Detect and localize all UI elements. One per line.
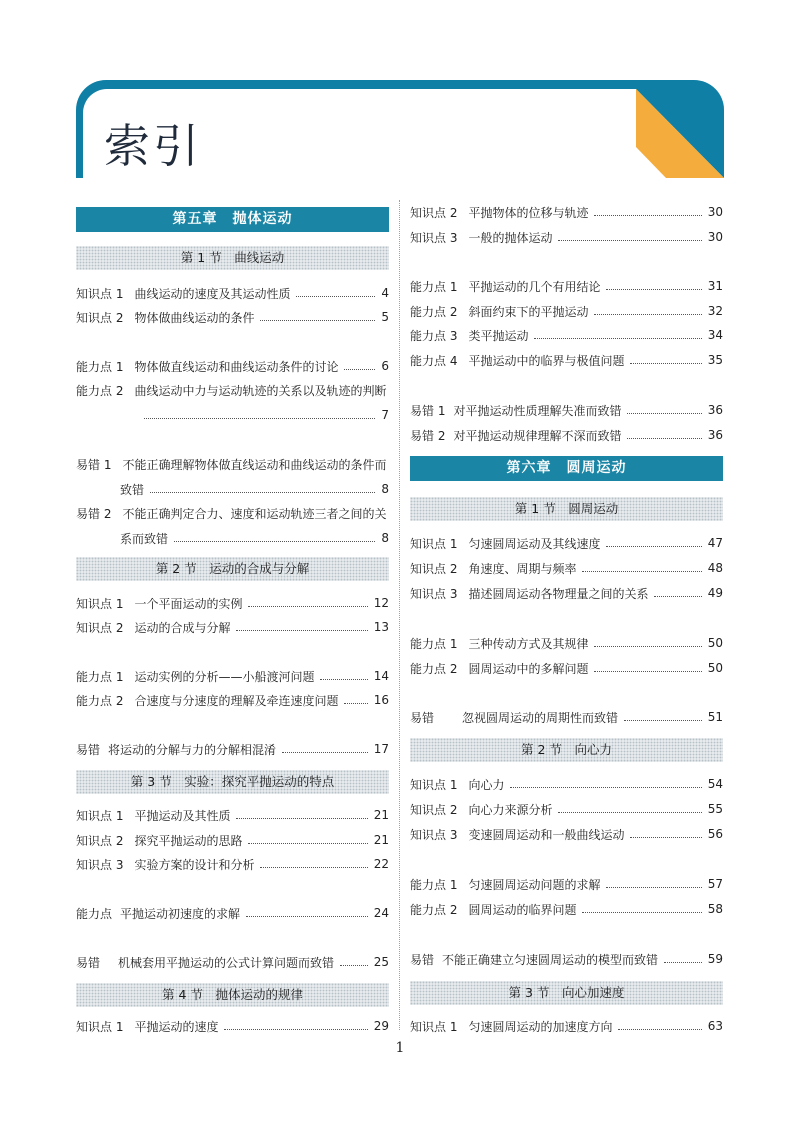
- page-title: 索引: [104, 119, 202, 173]
- leader-dots: [627, 413, 701, 414]
- leader-dots: [627, 438, 701, 439]
- entry-page: 58: [707, 902, 723, 916]
- leader-dots: [282, 752, 368, 753]
- entry-title: 运动实例的分析——小船渡河问题: [134, 669, 315, 684]
- entry-title: 角速度、周期与频率: [468, 561, 577, 576]
- toc-entry[interactable]: [410, 559, 723, 577]
- entry-page: 47: [707, 536, 723, 550]
- entry-page: 22: [373, 857, 389, 871]
- entry-page: 30: [707, 230, 723, 244]
- entry-label: 知识点 2: [410, 802, 458, 817]
- entry-label: 能力点 1: [76, 359, 124, 374]
- entry-page: 25: [373, 955, 389, 969]
- toc-entry[interactable]: [410, 775, 723, 793]
- entry-label: 能力点 2: [410, 661, 458, 676]
- entry-title: 平抛运动初速度的求解: [120, 906, 241, 921]
- toc-entry[interactable]: [410, 534, 723, 552]
- entry-title: 圆周运动的临界问题: [468, 902, 577, 917]
- page-number: 1: [395, 1040, 405, 1056]
- entry-title: 平抛物体的位移与轨迹: [468, 205, 589, 220]
- entry-title: 忽视圆周运动的周期性而致错: [462, 710, 619, 725]
- toc-entry[interactable]: [410, 426, 723, 444]
- entry-title: 对平抛运动规律理解不深而致错: [453, 428, 622, 443]
- entry-label: 能力点: [76, 906, 113, 921]
- toc-entry[interactable]: [410, 800, 723, 818]
- leader-dots: [320, 679, 367, 680]
- leader-dots: [236, 818, 367, 819]
- entry-label: 知识点 3: [410, 586, 458, 601]
- leader-dots: [144, 418, 375, 419]
- entry-label: 易错 2: [410, 428, 446, 443]
- entry-page: 14: [373, 669, 389, 683]
- leader-dots: [534, 338, 701, 339]
- toc-entry[interactable]: [76, 618, 389, 636]
- entry-label: 能力点 4: [410, 353, 458, 368]
- leader-dots: [248, 606, 367, 607]
- section-heading[interactable]: 第 2 节 向心力: [410, 738, 723, 762]
- leader-dots: [582, 571, 701, 572]
- toc-entry[interactable]: [76, 381, 389, 424]
- toc-entry[interactable]: [410, 203, 723, 221]
- section-heading[interactable]: 第 1 节 圆周运动: [410, 497, 723, 521]
- entry-title-continued: 致错: [120, 482, 145, 497]
- column-divider: [399, 200, 400, 1030]
- entry-title: 不能正确建立匀速圆周运动的模型而致错: [442, 952, 659, 967]
- leader-dots: [606, 546, 701, 547]
- entry-page: 6: [381, 359, 389, 373]
- entry-label: 知识点 3: [76, 857, 124, 872]
- entry-page: 51: [707, 710, 723, 724]
- entry-title: 合速度与分速度的理解及牵连速度问题: [134, 693, 339, 708]
- entry-label: 知识点 1: [410, 777, 458, 792]
- entry-label: 知识点 1: [76, 596, 124, 611]
- entry-label: 能力点 1: [410, 279, 458, 294]
- entry-title: 三种传动方式及其规律: [468, 636, 589, 651]
- entry-label: 知识点 1: [410, 536, 458, 551]
- toc-entry[interactable]: [76, 740, 389, 758]
- entry-page: 17: [373, 742, 389, 756]
- leader-dots: [582, 912, 701, 913]
- entry-title: 平抛运动的速度: [134, 1019, 219, 1034]
- entry-label: 易错 1: [410, 403, 446, 418]
- entry-title-continued: 系而致错: [120, 531, 169, 546]
- leader-dots: [606, 289, 701, 290]
- entry-title: 向心力: [468, 777, 505, 792]
- entry-page: 21: [373, 833, 389, 847]
- entry-label: 能力点 2: [410, 304, 458, 319]
- entry-title: 机械套用平抛运动的公式计算问题而致错: [118, 955, 335, 970]
- entry-title: 将运动的分解与力的分解相混淆: [108, 742, 277, 757]
- entry-title: 不能正确理解物体做直线运动和曲线运动的条件而: [122, 457, 387, 472]
- toc-entry[interactable]: [76, 357, 389, 375]
- entry-page: 34: [707, 328, 723, 342]
- entry-label: 易错: [76, 742, 101, 757]
- leader-dots: [618, 1029, 701, 1030]
- toc-entry[interactable]: [410, 228, 723, 246]
- toc-entry[interactable]: [76, 953, 389, 971]
- toc-entry[interactable]: [76, 504, 389, 547]
- entry-page: 21: [373, 808, 389, 822]
- entry-page: 55: [707, 802, 723, 816]
- entry-title: 平抛运动及其性质: [134, 808, 231, 823]
- entry-page: 54: [707, 777, 723, 791]
- entry-page: 4: [381, 286, 389, 300]
- chapter-heading[interactable]: 第五章 抛体运动: [76, 207, 389, 232]
- entry-page: 36: [707, 403, 723, 417]
- toc-entry[interactable]: [410, 584, 723, 602]
- entry-label: 能力点 1: [410, 636, 458, 651]
- entry-title: 类平抛运动: [468, 328, 529, 343]
- leader-dots: [594, 671, 701, 672]
- leader-dots: [664, 962, 702, 963]
- entry-label: 能力点 2: [410, 902, 458, 917]
- entry-label: 易错 2: [76, 506, 112, 521]
- toc-entry[interactable]: [410, 401, 723, 419]
- entry-label: 知识点 1: [76, 286, 124, 301]
- entry-label: 知识点 2: [410, 561, 458, 576]
- section-heading[interactable]: 第 2 节 运动的合成与分解: [76, 557, 389, 581]
- entry-label: 易错 1: [76, 457, 112, 472]
- toc-entry[interactable]: [410, 277, 723, 295]
- leader-dots: [594, 646, 701, 647]
- entry-page: 56: [707, 827, 723, 841]
- entry-page: 59: [707, 952, 723, 966]
- toc-entry[interactable]: [76, 831, 389, 849]
- entry-label: 知识点 2: [76, 833, 124, 848]
- entry-page: 35: [707, 353, 723, 367]
- entry-label: 能力点 1: [76, 669, 124, 684]
- entry-label: 能力点 1: [410, 877, 458, 892]
- entry-title: 曲线运动中力与运动轨迹的关系以及轨迹的判断: [134, 383, 387, 398]
- entry-label: 易错: [76, 955, 101, 970]
- entry-page: 8: [381, 531, 389, 545]
- toc-entry[interactable]: [76, 667, 389, 685]
- leader-dots: [624, 720, 702, 721]
- entry-title: 运动的合成与分解: [134, 620, 231, 635]
- entry-page: 49: [707, 586, 723, 600]
- entry-page: 50: [707, 661, 723, 675]
- toc-entry[interactable]: [410, 659, 723, 677]
- toc-entry[interactable]: [76, 855, 389, 873]
- entry-title: 不能正确判定合力、速度和运动轨迹三者之间的关: [122, 506, 387, 521]
- chapter-heading[interactable]: 第六章 圆周运动: [410, 456, 723, 481]
- entry-label: 知识点 2: [410, 205, 458, 220]
- entry-page: 63: [707, 1019, 723, 1033]
- entry-title: 圆周运动中的多解问题: [468, 661, 589, 676]
- entry-label: 易错: [410, 952, 435, 967]
- entry-title: 平抛运动的几个有用结论: [468, 279, 601, 294]
- leader-dots: [558, 812, 701, 813]
- toc-entry[interactable]: [410, 950, 723, 968]
- section-heading[interactable]: 第 1 节 曲线运动: [76, 246, 389, 270]
- entry-page: 13: [373, 620, 389, 634]
- entry-page: 5: [381, 310, 389, 324]
- entry-label: 知识点 1: [410, 1019, 458, 1034]
- entry-label: 知识点 2: [76, 310, 124, 325]
- toc-entry[interactable]: [76, 806, 389, 824]
- toc-entry[interactable]: [76, 284, 389, 302]
- toc-entry[interactable]: [410, 825, 723, 843]
- entry-label: 知识点 1: [76, 808, 124, 823]
- entry-page: 30: [707, 205, 723, 219]
- section-heading[interactable]: 第 4 节 抛体运动的规律: [76, 983, 389, 1007]
- entry-title: 变速圆周运动和一般曲线运动: [468, 827, 625, 842]
- leader-dots: [260, 320, 375, 321]
- leader-dots: [224, 1029, 367, 1030]
- entry-title: 一个平面运动的实例: [134, 596, 243, 611]
- entry-title: 匀速圆周运动的加速度方向: [468, 1019, 613, 1034]
- entry-title: 物体做曲线运动的条件: [134, 310, 255, 325]
- entry-title: 一般的抛体运动: [468, 230, 553, 245]
- toc-entry[interactable]: [76, 308, 389, 326]
- entry-label: 能力点 3: [410, 328, 458, 343]
- toc-entry[interactable]: [76, 1017, 389, 1035]
- entry-label: 知识点 1: [76, 1019, 124, 1034]
- entry-label: 知识点 3: [410, 230, 458, 245]
- entry-title: 向心力来源分析: [468, 802, 553, 817]
- entry-label: 易错: [410, 710, 435, 725]
- toc-entry[interactable]: [410, 1017, 723, 1035]
- leader-dots: [340, 965, 368, 966]
- entry-page: 8: [381, 482, 389, 496]
- leader-dots: [630, 363, 701, 364]
- toc-entry[interactable]: [76, 904, 389, 922]
- entry-page: 48: [707, 561, 723, 575]
- entry-page: 31: [707, 279, 723, 293]
- toc-entry[interactable]: [410, 900, 723, 918]
- entry-title: 探究平抛运动的思路: [134, 833, 243, 848]
- leader-dots: [344, 703, 367, 704]
- leader-dots: [594, 314, 701, 315]
- leader-dots: [246, 916, 368, 917]
- section-heading[interactable]: 第 3 节 向心加速度: [410, 981, 723, 1005]
- entry-page: 12: [373, 596, 389, 610]
- entry-label: 知识点 2: [76, 620, 124, 635]
- leader-dots: [150, 492, 375, 493]
- leader-dots: [654, 596, 701, 597]
- toc-entry[interactable]: [410, 351, 723, 369]
- toc-entry[interactable]: [410, 875, 723, 893]
- entry-label: 能力点 2: [76, 383, 124, 398]
- entry-label: 知识点 3: [410, 827, 458, 842]
- leader-dots: [558, 240, 701, 241]
- entry-title: 对平抛运动性质理解失准而致错: [453, 403, 622, 418]
- toc-entry[interactable]: [76, 594, 389, 612]
- leader-dots: [630, 837, 701, 838]
- entry-page: 32: [707, 304, 723, 318]
- entry-page: 36: [707, 428, 723, 442]
- toc-entry[interactable]: [76, 455, 389, 498]
- entry-title: 实验方案的设计和分析: [134, 857, 255, 872]
- entry-title: 匀速圆周运动问题的求解: [468, 877, 601, 892]
- entry-page: 16: [373, 693, 389, 707]
- leader-dots: [510, 787, 701, 788]
- leader-dots: [344, 369, 375, 370]
- leader-dots: [260, 867, 367, 868]
- header-corner-decoration: [636, 89, 724, 178]
- entry-page: 24: [373, 906, 389, 920]
- toc-entry[interactable]: [410, 634, 723, 652]
- entry-title: 描述圆周运动各物理量之间的关系: [468, 586, 649, 601]
- toc-entry[interactable]: [410, 302, 723, 320]
- leader-dots: [606, 887, 701, 888]
- leader-dots: [594, 215, 701, 216]
- entry-title: 斜面约束下的平抛运动: [468, 304, 589, 319]
- entry-title: 匀速圆周运动及其线速度: [468, 536, 601, 551]
- leader-dots: [174, 541, 375, 542]
- leader-dots: [296, 296, 375, 297]
- entry-label: 能力点 2: [76, 693, 124, 708]
- entry-page: 7: [381, 408, 389, 422]
- entry-page: 29: [373, 1019, 389, 1033]
- entry-title: 曲线运动的速度及其运动性质: [134, 286, 291, 301]
- toc-entry[interactable]: [76, 691, 389, 709]
- section-heading[interactable]: 第 3 节 实验：探究平抛运动的特点: [76, 770, 389, 794]
- toc-entry[interactable]: [410, 326, 723, 344]
- toc-entry[interactable]: [410, 708, 723, 726]
- leader-dots: [248, 843, 367, 844]
- entry-page: 50: [707, 636, 723, 650]
- leader-dots: [236, 630, 367, 631]
- entry-title: 平抛运动中的临界与极值问题: [468, 353, 625, 368]
- entry-title: 物体做直线运动和曲线运动条件的讨论: [134, 359, 339, 374]
- entry-page: 57: [707, 877, 723, 891]
